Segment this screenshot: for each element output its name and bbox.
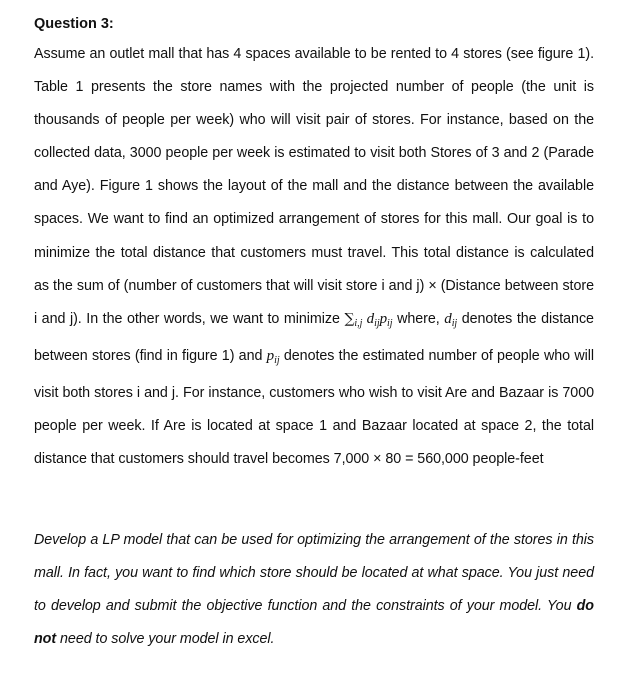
objective-formula: $\sum_{i,j}$ $d_{ij}p_{ij}$: [344, 310, 393, 329]
task-paragraph: [34, 524, 594, 656]
question-text-part4: denotes the estimated number of people who will visit both stores i and j. For instance, customers who wish to visit Are and Bazaar is 7000 people per week. If Are is located at space 1 and Bazaar located at space 2, the total distance that customers should travel becomes 7,000 × 80 = 560,000 people-feet: [34, 347, 594, 468]
task-section: [34, 524, 594, 656]
question-text-part3: denotes the distance between stores (find in figure 1) and: [34, 310, 594, 364]
question-section: [34, 14, 594, 648]
question-paragraph: [34, 38, 594, 476]
p-symbol: $p_{ij}$: [266, 347, 280, 366]
question-heading: Question 3:: [34, 16, 114, 32]
question-text-part2: where,: [392, 310, 445, 327]
d-symbol: $d_{ij}$: [444, 310, 458, 329]
task-text-end: need to solve your model in excel.: [60, 631, 275, 648]
task-text-bold: do not: [34, 598, 594, 648]
question-text-part1: Assume an outlet mall that has 4 spaces available to be rented to 4 stores (see figure 1). Table 1 presents the store names with the projected number of people (the unit is thousands of people per week) who will visit pair of stores. For instance, based on the collected data, 3000 people per week is estimated to visit both Stores of 3 and 2 (Parade and Aye). Figure 1 shows the layout of the mall and the distance between the available spaces. We want to find an optimized arrangement of stores for this mall. Our goal is to minimize the total distance that customers must travel. This total distance is calculated as the sum of (number of customers that will visit store i and j) × (Distance between store i and j). In the other words, we want to minimize: [34, 46, 594, 327]
task-text-main: Develop a LP model that can be used for optimizing the arrangement of the stores in this mall. In fact, you want to find which store should be located at what space. You just need to develop and submit the objective function and the constraints of your model. You: [34, 532, 594, 615]
